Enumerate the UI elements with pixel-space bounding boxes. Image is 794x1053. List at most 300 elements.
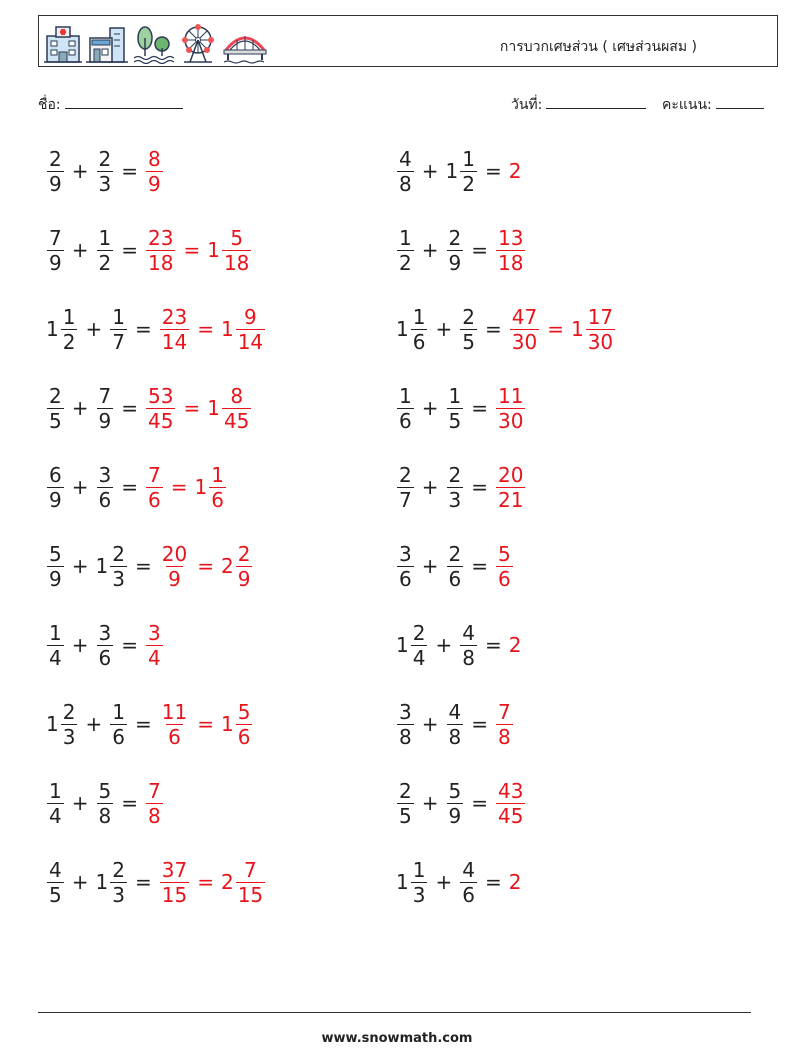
numerator: 8 [148, 146, 161, 171]
bridge-icon [222, 24, 268, 64]
denominator: 2 [98, 250, 112, 275]
numerator: 11 [498, 383, 524, 408]
equals-sign: = [134, 870, 152, 894]
fraction [110, 304, 127, 354]
numerator: 3 [148, 620, 161, 645]
fraction [97, 225, 114, 275]
denominator: 3 [412, 882, 426, 907]
denominator: 30 [587, 329, 614, 354]
plus-sign: + [85, 317, 103, 341]
numerator: 20 [498, 462, 524, 487]
numerator: 3 [399, 699, 412, 724]
problem-6 [396, 301, 616, 357]
fraction [47, 383, 64, 433]
denominator: 30 [511, 329, 538, 354]
numerator: 5 [98, 778, 112, 803]
plus-sign: + [421, 554, 439, 578]
numerator: 7 [498, 699, 511, 724]
denominator: 6 [168, 724, 181, 749]
whole-number: 2 [508, 159, 522, 183]
fraction [460, 857, 477, 907]
fraction [460, 146, 477, 196]
fraction [97, 146, 114, 196]
equals-sign: = [134, 554, 152, 578]
equals-sign: = [471, 475, 488, 499]
denominator: 8 [148, 803, 161, 828]
fraction [160, 857, 189, 907]
problem-11 [46, 538, 253, 594]
numerator: 1 [112, 699, 125, 724]
numerator: 5 [230, 225, 244, 250]
header-icons [44, 20, 268, 64]
footer-url: www.snowmath.com [321, 1031, 473, 1046]
numerator: 47 [511, 304, 538, 329]
fraction [61, 699, 78, 749]
answer [495, 462, 526, 512]
equals-sign: = [121, 238, 138, 262]
denominator: 6 [112, 724, 125, 749]
fraction [236, 699, 253, 749]
denominator: 5 [399, 803, 412, 828]
denominator: 18 [148, 250, 174, 275]
numerator: 5 [237, 699, 251, 724]
plus-sign: + [421, 238, 439, 262]
score-blank[interactable] [716, 96, 764, 109]
fraction [146, 778, 163, 828]
equals-sign: = [471, 238, 488, 262]
numerator: 5 [448, 778, 462, 803]
fraction [496, 383, 525, 433]
date-field [511, 94, 646, 116]
numerator: 2 [49, 146, 62, 171]
denominator: 45 [498, 803, 524, 828]
fraction [97, 383, 114, 433]
equals-sign: = [183, 238, 201, 262]
denominator: 6 [148, 487, 161, 512]
fraction [47, 225, 64, 275]
answer [145, 462, 227, 512]
equals-sign: = [484, 317, 502, 341]
problem-12 [396, 538, 514, 594]
denominator: 9 [49, 171, 62, 196]
plus-sign: + [71, 791, 89, 815]
plus-sign: + [421, 159, 439, 183]
problem-16 [396, 696, 514, 752]
fraction [110, 699, 127, 749]
denominator: 45 [223, 408, 250, 433]
fraction [397, 778, 414, 828]
fraction [160, 304, 189, 354]
fraction [47, 146, 64, 196]
numerator: 2 [399, 462, 412, 487]
numerator: 2 [399, 778, 412, 803]
fraction [146, 225, 175, 275]
equals-sign: = [121, 791, 138, 815]
denominator: 6 [448, 566, 462, 591]
plus-sign: + [85, 712, 103, 736]
whole-number: 2 [220, 554, 234, 578]
equals-sign: = [197, 870, 214, 894]
denominator: 45 [148, 408, 174, 433]
denominator: 18 [223, 250, 250, 275]
fraction [397, 699, 414, 749]
problem-5 [46, 301, 266, 357]
numerator: 8 [230, 383, 244, 408]
denominator: 21 [498, 487, 524, 512]
numerator: 4 [448, 699, 462, 724]
whole-number: 1 [220, 317, 234, 341]
denominator: 2 [62, 329, 76, 354]
numerator: 1 [412, 304, 426, 329]
denominator: 6 [462, 882, 475, 907]
numerator: 20 [161, 541, 188, 566]
fraction [586, 304, 615, 354]
fraction [460, 620, 477, 670]
whole-number: 1 [207, 396, 220, 420]
whole-number: 1 [396, 317, 409, 341]
denominator: 9 [49, 487, 62, 512]
problem-13 [46, 617, 164, 673]
footer-divider [38, 1012, 751, 1013]
denominator: 9 [237, 566, 251, 591]
denominator: 9 [148, 171, 161, 196]
whole-number: 2 [508, 870, 522, 894]
answer [509, 633, 523, 657]
problem-10 [396, 459, 526, 515]
problem-1 [46, 143, 164, 199]
denominator: 9 [448, 803, 462, 828]
plus-sign: + [71, 238, 89, 262]
fraction [146, 462, 163, 512]
fraction [397, 462, 414, 512]
fraction [97, 462, 114, 512]
numerator: 11 [161, 699, 188, 724]
numerator: 1 [211, 462, 224, 487]
numerator: 37 [161, 857, 188, 882]
numerator: 2 [448, 462, 462, 487]
problem-9 [46, 459, 227, 515]
fraction [47, 620, 64, 670]
whole-number: 1 [570, 317, 584, 341]
fraction [397, 146, 414, 196]
fraction [97, 778, 114, 828]
equals-sign: = [183, 396, 201, 420]
answer [509, 159, 523, 183]
answer [495, 225, 526, 275]
numerator: 5 [49, 541, 62, 566]
numerator: 53 [148, 383, 174, 408]
plus-sign: + [435, 317, 453, 341]
equals-sign: = [134, 317, 152, 341]
equals-sign: = [121, 633, 138, 657]
plus-sign: + [435, 633, 453, 657]
denominator: 7 [399, 487, 412, 512]
fraction [222, 225, 251, 275]
numerator: 43 [498, 778, 524, 803]
answer [145, 225, 252, 275]
numerator: 2 [412, 620, 426, 645]
denominator: 7 [112, 329, 125, 354]
numerator: 1 [62, 304, 76, 329]
numerator: 3 [98, 620, 112, 645]
denominator: 3 [448, 487, 462, 512]
date-label: วันที่: [511, 97, 543, 113]
numerator: 2 [112, 541, 125, 566]
numerator: 2 [49, 383, 62, 408]
fraction [496, 541, 513, 591]
denominator: 5 [49, 408, 62, 433]
equals-sign: = [547, 317, 564, 341]
fraction [447, 383, 464, 433]
denominator: 9 [49, 250, 62, 275]
fraction [496, 462, 525, 512]
fraction [47, 857, 64, 907]
whole-number: 1 [396, 633, 409, 657]
denominator: 2 [399, 250, 412, 275]
answer [495, 778, 526, 828]
equals-sign: = [484, 159, 502, 183]
fraction [397, 383, 414, 433]
denominator: 4 [49, 645, 62, 670]
fraction [447, 699, 464, 749]
numerator: 17 [587, 304, 614, 329]
denominator: 6 [412, 329, 426, 354]
fraction [447, 541, 464, 591]
denominator: 9 [98, 408, 112, 433]
answer [159, 699, 254, 749]
answer [495, 541, 514, 591]
denominator: 30 [498, 408, 524, 433]
answer [145, 383, 252, 433]
problem-15 [46, 696, 253, 752]
answer [145, 620, 164, 670]
fraction [110, 541, 127, 591]
fraction [146, 383, 175, 433]
numerator: 5 [498, 541, 511, 566]
equals-sign: = [197, 712, 214, 736]
equals-sign: = [134, 712, 152, 736]
fraction [47, 541, 64, 591]
numerator: 1 [112, 304, 125, 329]
numerator: 7 [148, 778, 161, 803]
equals-sign: = [121, 475, 138, 499]
numerator: 9 [244, 304, 257, 329]
fraction [236, 304, 265, 354]
name-label: ชื่อ: [38, 97, 61, 113]
answer [509, 304, 616, 354]
denominator: 6 [399, 566, 412, 591]
answer [145, 146, 164, 196]
fraction [61, 304, 78, 354]
date-blank[interactable] [546, 96, 646, 109]
problem-17 [46, 775, 164, 831]
whole-number: 1 [445, 159, 459, 183]
denominator: 6 [211, 487, 224, 512]
score-label: คะแนน: [662, 97, 712, 113]
plus-sign: + [71, 870, 89, 894]
whole-number: 2 [220, 870, 234, 894]
fraction [222, 383, 251, 433]
numerator: 7 [148, 462, 161, 487]
equals-sign: = [471, 791, 488, 815]
fraction [160, 699, 189, 749]
fraction [411, 857, 428, 907]
denominator: 18 [498, 250, 524, 275]
numerator: 2 [448, 541, 462, 566]
denominator: 14 [161, 329, 188, 354]
problem-18 [396, 775, 526, 831]
problem-20 [396, 854, 522, 910]
park-trees-icon [132, 24, 174, 64]
plus-sign: + [421, 396, 439, 420]
numerator: 6 [49, 462, 62, 487]
fraction [411, 304, 428, 354]
denominator: 5 [49, 882, 62, 907]
fraction [397, 541, 414, 591]
equals-sign: = [197, 317, 214, 341]
problem-8 [396, 380, 526, 436]
whole-number: 1 [194, 475, 208, 499]
numerator: 1 [462, 146, 475, 171]
fraction [496, 225, 525, 275]
plus-sign: + [71, 159, 89, 183]
problem-7 [46, 380, 252, 436]
plus-sign: + [421, 712, 439, 736]
shop-building-icon [86, 24, 128, 64]
fraction [496, 778, 525, 828]
numerator: 23 [161, 304, 188, 329]
numerator: 1 [98, 225, 112, 250]
equals-sign: = [121, 159, 138, 183]
fraction [510, 304, 539, 354]
fraction [97, 620, 114, 670]
denominator: 15 [161, 882, 188, 907]
fraction [236, 541, 253, 591]
problem-14 [396, 617, 522, 673]
numerator: 4 [399, 146, 412, 171]
numerator: 4 [462, 857, 475, 882]
fraction [460, 304, 477, 354]
numerator: 1 [412, 857, 426, 882]
numerator: 2 [448, 225, 462, 250]
denominator: 3 [112, 566, 125, 591]
denominator: 5 [462, 329, 475, 354]
numerator: 2 [112, 857, 125, 882]
equals-sign: = [197, 554, 214, 578]
denominator: 8 [448, 724, 462, 749]
numerator: 1 [49, 620, 62, 645]
fraction [447, 225, 464, 275]
denominator: 6 [498, 566, 511, 591]
equals-sign: = [471, 396, 488, 420]
answer [159, 541, 254, 591]
numerator: 1 [448, 383, 462, 408]
name-blank[interactable] [65, 96, 183, 109]
answer [145, 778, 164, 828]
denominator: 8 [399, 724, 412, 749]
plus-sign: + [71, 396, 89, 420]
whole-number: 1 [220, 712, 234, 736]
fraction [47, 778, 64, 828]
fraction [146, 146, 163, 196]
denominator: 4 [148, 645, 161, 670]
whole-number: 1 [396, 870, 409, 894]
plus-sign: + [435, 870, 453, 894]
fraction [397, 225, 414, 275]
answer [159, 304, 266, 354]
header-box [38, 15, 778, 67]
denominator: 3 [112, 882, 125, 907]
denominator: 9 [448, 250, 462, 275]
numerator: 1 [399, 225, 412, 250]
whole-number: 1 [95, 870, 109, 894]
numerator: 2 [237, 541, 251, 566]
denominator: 8 [462, 645, 475, 670]
fraction [160, 541, 189, 591]
plus-sign: + [71, 554, 89, 578]
denominator: 9 [168, 566, 181, 591]
denominator: 15 [237, 882, 264, 907]
name-field [38, 94, 183, 116]
numerator: 3 [399, 541, 412, 566]
plus-sign: + [421, 475, 439, 499]
problem-2 [396, 143, 522, 199]
fraction [110, 857, 127, 907]
equals-sign: = [484, 870, 502, 894]
numerator: 2 [462, 304, 475, 329]
equals-sign: = [484, 633, 502, 657]
denominator: 6 [237, 724, 251, 749]
denominator: 6 [399, 408, 412, 433]
whole-number: 1 [46, 317, 59, 341]
answer [495, 383, 526, 433]
answer [159, 857, 266, 907]
denominator: 8 [399, 171, 412, 196]
plus-sign: + [421, 791, 439, 815]
whole-number: 1 [207, 238, 220, 262]
numerator: 23 [148, 225, 174, 250]
numerator: 4 [462, 620, 475, 645]
fraction [447, 462, 464, 512]
problem-3 [46, 222, 252, 278]
denominator: 5 [448, 408, 462, 433]
fraction [209, 462, 226, 512]
fraction [236, 857, 265, 907]
fraction [47, 462, 64, 512]
denominator: 4 [49, 803, 62, 828]
denominator: 14 [237, 329, 264, 354]
numerator: 13 [498, 225, 524, 250]
numerator: 2 [98, 146, 112, 171]
answer [509, 870, 523, 894]
denominator: 8 [498, 724, 511, 749]
fraction [496, 699, 513, 749]
worksheet-title: การบวกเศษส่วน ( เศษส่วนผสม ) [499, 39, 697, 55]
fraction [411, 620, 428, 670]
numerator: 3 [98, 462, 112, 487]
fraction [447, 778, 464, 828]
equals-sign: = [170, 475, 188, 499]
equals-sign: = [471, 712, 488, 736]
numerator: 1 [49, 778, 62, 803]
numerator: 1 [399, 383, 412, 408]
whole-number: 2 [508, 633, 522, 657]
numerator: 4 [49, 857, 62, 882]
answer [495, 699, 514, 749]
whole-number: 1 [95, 554, 109, 578]
fraction [146, 620, 163, 670]
problem-19 [46, 854, 266, 910]
